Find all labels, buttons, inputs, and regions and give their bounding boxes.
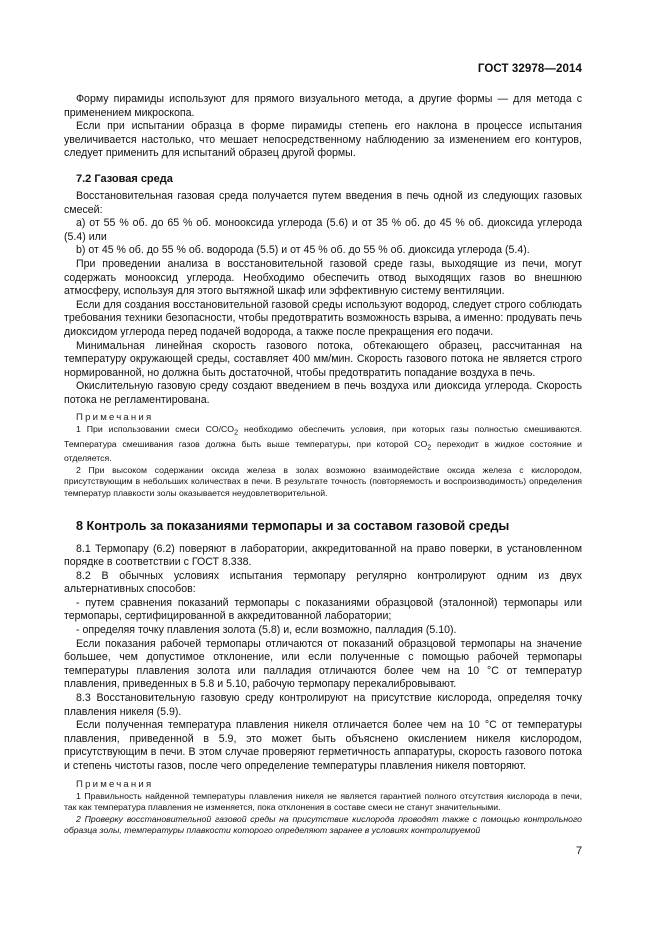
section-7-2-item-a: a) от 55 % об. до 65 % об. монооксида углерода (5.6) и от 35 % об. до 45 % об. диоксида углерода (5.4) или xyxy=(64,217,582,243)
standard-header: ГОСТ 32978—2014 xyxy=(477,63,582,75)
notes-heading: Примечания xyxy=(76,778,154,790)
section-8-2-item-1: - путем сравнения показаний термопары с показаниями образцовой (эталонной) термопары или термопары, сертифицированной в аккредитованной лаборатории; xyxy=(64,596,582,623)
note-8-1: 1 Правильность найденной температуры плавления никеля не является гарантией полного отсутствия кислорода в печи, так как температура плавления не изменяется, пока отклонения в составе смеси не станут значительными. xyxy=(64,790,582,813)
section-7-2-paragraph: При проведении анализа в восстановительной газовой среде газы, выходящие из печи, могут содержать монооксид углерода. Необходимо обеспечить отвод выходящих газов во внешнюю атмосферу, используя для этого вытяжной шкаф или эффективную систему вентиляции. xyxy=(64,257,582,298)
section-8-2-paragraph: 8.2 В обычных условиях испытания термопару регулярно контролируют одним из двух альтернативных способов: xyxy=(64,569,582,596)
notes-heading: Примечания xyxy=(76,412,154,424)
section-8-2-item-2: - определяя точку плавления золота (5.8) и, если возможно, палладия (5.10). xyxy=(76,624,457,637)
note-7-2-2: 2 При высоком содержании оксида железа в золах возможно взаимодействие оксида железа с кислородом, присутствующим в небольших количествах в печи. В результате точность (повторяемость и воспроизводимость) определения температур плавкости золы оказывается неудовлетворительной. xyxy=(64,464,582,498)
section-7-2-paragraph: Окислительную газовую среду создают введением в печь воздуха или диоксида углерода. Скорость потока не регламентирована. xyxy=(64,380,582,406)
section-8-2-paragraph: Если показания рабочей термопары отличаются от показаний образцовой термопары на значение большее, чем допустимое отклонение, или если полученные с помощью рабочей термопары температуры плавления золота или палладия отличаются более чем на 10 °C от температур плавления, приведенных в 5.8 и 5.10, рабочую термопару перекалибровывают. xyxy=(64,637,582,691)
intro-paragraph-2: Если при испытании образца в форме пирамиды степень его наклона в процессе испытания увеличивается настолько, что мешает непосредственному наблюдению за изменением его контуров, следует применить для испытаний образец другой формы. xyxy=(64,120,582,160)
page-content xyxy=(64,93,582,837)
section-7-2-paragraph: Минимальная линейная скорость газового потока, обтекающего образец, рассчитанная на температуру окружающей среды, составляет 400 мм/мин. Скорость газового потока не является строго нормированной, но должна быть достаточной, чтобы предотвратить попадание воздуха в печь. xyxy=(64,339,582,379)
section-8-title: 8 Контроль за показаниями термопары и за составом газовой среды xyxy=(76,518,510,533)
section-7-2-paragraph: Если для создания восстановительной газовой среды используют водород, следует строго соблюдать требования техники безопасности, чтобы предотвратить возможность взрыва, а именно: продувать печь диоксидом углерода перед подачей водорода, а также после прекращения его подачи. xyxy=(64,298,582,338)
intro-paragraph-1: Форму пирамиды используют для прямого визуального метода, а другие формы — для метода с применением микроскопа. xyxy=(64,93,582,119)
note-7-2-1: 1 При использовании смеси $CO/CO_2$ необходимо обеспечить условия, при которых газы полностью смешиваются. Температура смешивания газов должна быть выше температуры, при которой $CO_2$ переходит в жидкое состояние и отделяется. xyxy=(64,424,582,464)
page-number: 7 xyxy=(576,845,583,857)
section-8-3-paragraph: 8.3 Восстановительную газовую среду контролируют на присутствие кислорода, определяя точку плавления никеля (5.9). xyxy=(64,692,582,718)
section-8-1-paragraph: 8.1 Термопару (6.2) поверяют в лаборатории, аккредитованной на право поверки, в установленном порядке в соответствии с ГОСТ 8.338. xyxy=(64,542,582,569)
section-8-3-paragraph: Если полученная температура плавления никеля отличается более чем на 10 °C от температуры плавления, приведенной в 5.9, это может быть объяснено окислением никеля кислородом, присутствующим в печи. В этом случае проверяют герметичность аппаратуры, скорость газового потока и степень чистоты газов, после чего определение температуры плавления никеля повторяют. xyxy=(64,719,582,772)
note-8-2: 2 Проверку восстановительной газовой среды на присутствие кислорода проводят также с помощью контрольного образца золы, температуры плавкости которого определяют заранее в условиях контролируемой xyxy=(64,813,582,836)
section-7-2-title: 7.2 Газовая среда xyxy=(76,172,173,185)
section-7-2-item-b: b) от 45 % об. до 55 % об. водорода (5.5) и от 45 % об. до 55 % об. диоксида углерода (5.4). xyxy=(76,244,530,257)
section-7-2-paragraph: Восстановительная газовая среда получается путем введения в печь одной из следующих газовых смесей: xyxy=(64,189,582,216)
